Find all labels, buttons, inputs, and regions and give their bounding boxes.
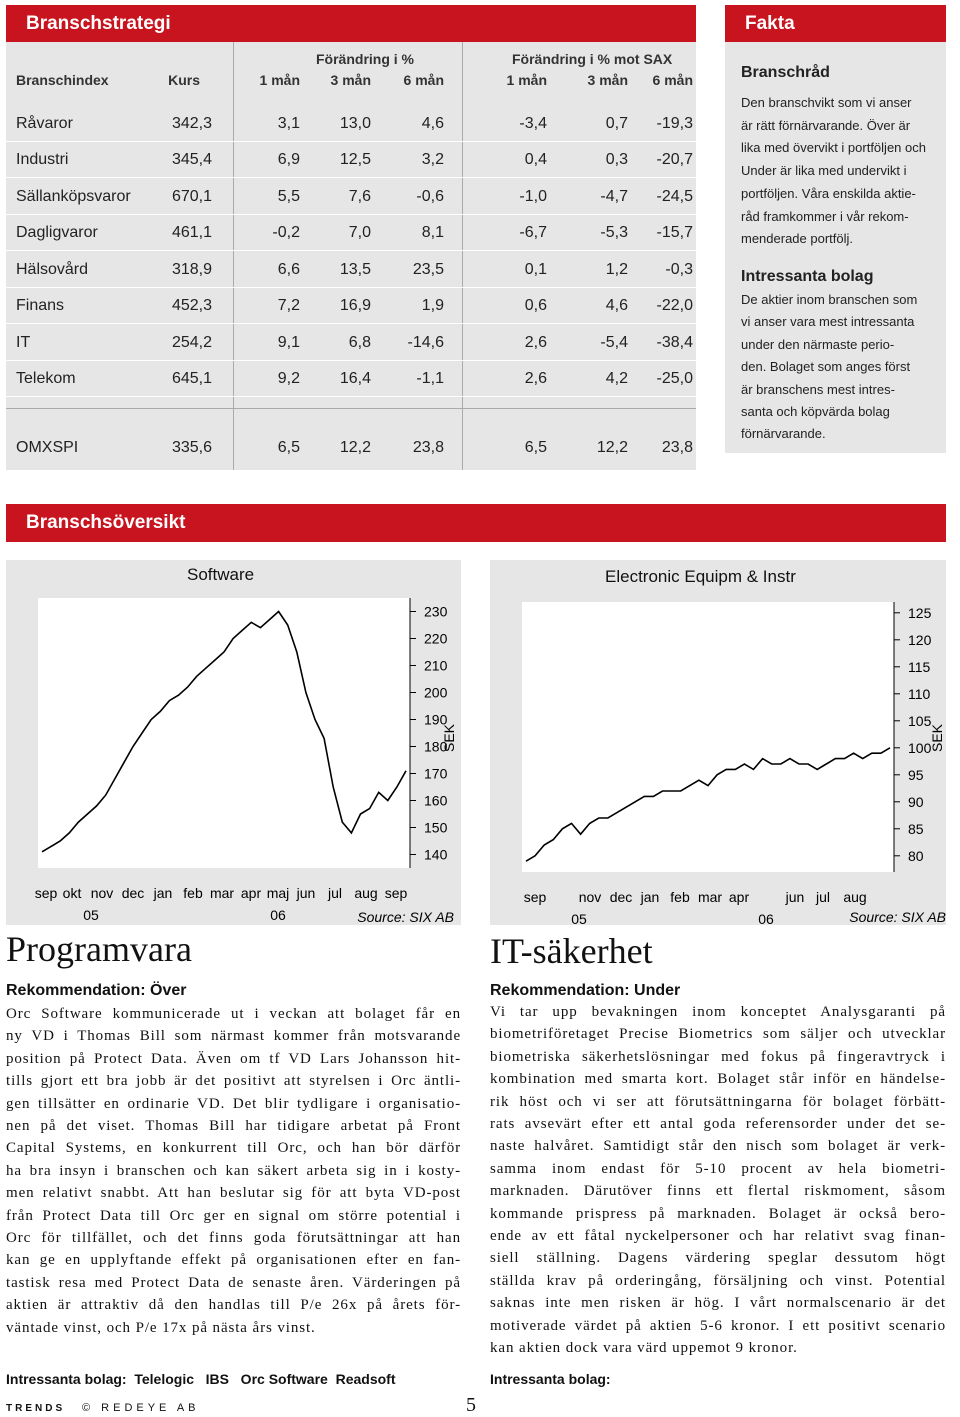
table-cell: 452,3 [171, 297, 212, 314]
x-tick-label: maj [266, 885, 290, 901]
table-cell: -0,2 [272, 224, 300, 241]
row-label: Telekom [16, 370, 76, 387]
group-header-change-sax: Förändring i % mot SAX [512, 51, 673, 67]
x-tick-label: nov [90, 885, 114, 901]
column-header: 6 mån [652, 72, 693, 88]
row-label: Dagligvaror [16, 224, 98, 241]
article-text-line: saknas inte men risken är hög. I vårt normalscenario är det [490, 1295, 946, 1312]
x-tick-label: feb [183, 885, 203, 901]
table-cell: 0,7 [605, 115, 628, 132]
y-tick-label: 110 [908, 685, 931, 702]
y-tick-label: 95 [908, 766, 924, 783]
article-text-line: rats avsevärt efter ett antal goda referensorder under det se- [490, 1116, 946, 1132]
facta-text-line: råd framkommer i vår rekom- [741, 208, 909, 224]
y-tick-label: 80 [908, 847, 924, 864]
column-header: 1 mån [259, 72, 300, 88]
x-tick-label: feb [670, 889, 690, 905]
row-separator [6, 177, 696, 178]
article-text-line: aktien är attraktiv då den handlas till P/e 26x på årets för- [6, 1297, 461, 1314]
y-tick-label: 100 [908, 739, 932, 756]
table-cell: 23,8 [412, 439, 444, 456]
x-tick-label: apr [728, 889, 750, 905]
table-cell: 6,5 [277, 439, 300, 456]
table-cell: -14,6 [407, 334, 444, 351]
article-text-line: kombination med smarta kort. Bolaget står inför en händelse- [490, 1071, 946, 1088]
article-text-line: siell ställning. Dagens värdering speglar dessutom högt [490, 1250, 946, 1267]
x-tick-label: jul [327, 885, 343, 901]
row-separator [6, 250, 696, 251]
table-cell: 645,1 [171, 370, 212, 387]
row-label: IT [16, 334, 31, 351]
chart-electronic-title: Electronic Equipm & Instr [605, 567, 796, 586]
y-tick-label: 125 [908, 604, 932, 621]
source-electronic: Source: SIX AB [849, 909, 946, 925]
row-label: Finans [16, 297, 65, 314]
x-tick-label: sep [34, 885, 58, 901]
x-tick-label: jan [153, 885, 173, 901]
x-tick-label: mar [209, 885, 235, 901]
table-cell: 4,6 [605, 297, 628, 314]
source-software: Source: SIX AB [357, 909, 454, 925]
x-tick-label: sep [384, 885, 408, 901]
table-cell: 13,5 [339, 261, 371, 278]
row-label: Sällanköpsvaror [16, 188, 131, 205]
x-tick-label: okt [62, 885, 82, 901]
y-tick-label: 105 [908, 712, 932, 729]
table-cell: -5,4 [600, 334, 628, 351]
table-cell: 670,1 [171, 188, 212, 205]
table-cell: 6,8 [348, 334, 371, 351]
table-cell: -1,0 [519, 188, 547, 205]
x-tick-label: jan [640, 889, 660, 905]
article-text-line: ende av ett fåtal nyckelpersoner och har relativt svag finan- [490, 1228, 946, 1244]
table-cell: 16,4 [339, 370, 371, 387]
y-tick-label: 150 [424, 819, 448, 836]
article-text-line: ställda krav på orderingång, försäljning och vinst. Potential [490, 1272, 946, 1289]
table-cell: -0,6 [416, 188, 444, 205]
y-tick-label: 200 [424, 684, 448, 701]
footer-brand: TRENDS [6, 1403, 66, 1414]
row-separator [6, 287, 696, 288]
table-cell: -15,7 [656, 224, 693, 241]
x-year-label: 05 [83, 907, 99, 923]
facta-text-line: förnärvarande. [741, 426, 826, 442]
column-header: 6 mån [403, 72, 444, 88]
y-tick-label: 170 [424, 765, 448, 782]
facta-text-line: är rätt förnärvarande. Över är [741, 117, 911, 133]
table-cell: 335,6 [171, 439, 212, 456]
article-text-line: Orc för tillfället, och det finns goda förutsättningar att han [6, 1230, 461, 1246]
table-cell: 254,2 [171, 334, 212, 351]
y-tick-label: 120 [908, 631, 932, 648]
table-cell: 8,1 [421, 224, 444, 241]
table-cell: 2,6 [524, 334, 547, 351]
facta-text-line: under den närmaste perio- [741, 336, 895, 352]
x-tick-label: jul [815, 889, 831, 905]
table-cell: 7,6 [348, 188, 371, 205]
table-cell: -24,5 [656, 188, 693, 205]
table-cell: 0,3 [605, 151, 628, 168]
column-header: 1 mån [506, 72, 547, 88]
y-tick-label: 180 [424, 738, 448, 755]
facta-text-line: är branschens mest intres- [741, 381, 895, 397]
table-cell: 345,4 [171, 151, 212, 168]
table-cell: 318,9 [171, 261, 212, 278]
column-header: 3 mån [330, 72, 371, 88]
x-year-label: 06 [758, 911, 774, 925]
table-cell: -20,7 [656, 151, 693, 168]
facta-text-line: De aktier inom branschen som [741, 292, 918, 307]
row-separator [6, 214, 696, 215]
y-tick-label: 85 [908, 820, 924, 837]
table-cell: -3,4 [519, 115, 547, 132]
article-text-line: motiverade värdet på aktien 5-6 kronor. I ett positivt scenario [490, 1317, 946, 1334]
row-label: Råvaror [16, 115, 73, 132]
table-cell: 4,6 [421, 115, 444, 132]
y-tick-label: 210 [424, 657, 448, 674]
facta-text-line: menderade portfölj. [741, 231, 854, 247]
facta-heading-intressanta: Intressanta bolag [741, 268, 874, 285]
table-cell: 3,2 [421, 151, 444, 168]
table-cell: 0,6 [524, 297, 547, 314]
table-cell: 1,2 [605, 261, 628, 278]
strategy-table [6, 42, 696, 470]
left-article-title: Programvara [6, 929, 192, 969]
article-text-line: Capital Systems, en konkurrent till Orc, och han bör därför [6, 1140, 461, 1157]
article-text-line: men relativt snabbt. Att han beslutar sig för att byta VD-post [6, 1185, 461, 1202]
x-tick-label: dec [609, 889, 633, 905]
y-tick-label: 160 [424, 792, 448, 809]
article-text-line: nen på det viset. Thomas Bill har tidigare arbetat på Front [6, 1118, 461, 1134]
article-text-line: tills gjort ett bra jobb är det positivt att styrelsen i Orc äntli- [6, 1073, 461, 1090]
y-tick-label: 220 [424, 630, 448, 647]
facta-text-line: lika med övervikt i portföljen och [741, 140, 926, 156]
x-tick-label: mar [697, 889, 723, 905]
article-text-line: gen tillsätter en ordinarie VD. Det blir tydligare i organisatio- [6, 1095, 461, 1112]
table-cell: 6,5 [524, 439, 547, 456]
chart-software [6, 560, 461, 925]
table-divider [462, 42, 463, 470]
strategy-title: Branschstrategi [26, 12, 171, 34]
row-separator [6, 141, 696, 142]
group-header-change: Förändring i % [316, 51, 414, 67]
facta-text-line: vi anser vara mest intressanta [741, 314, 915, 330]
table-cell: -19,3 [656, 115, 693, 132]
table-cell: 1,9 [421, 297, 444, 314]
column-header: Kurs [168, 72, 200, 88]
table-divider [233, 42, 234, 470]
table-divider [6, 408, 696, 409]
article-text-line: tastisk resa med Protect Data de senaste åren. Värderingen på [6, 1274, 461, 1291]
facta-header [725, 5, 946, 42]
x-tick-label: nov [578, 889, 602, 905]
row-separator [6, 396, 696, 397]
article-text-line: naste halvåret. Samtidigt står den nisch som bolaget är verk- [490, 1138, 946, 1155]
facta-heading-branschrad: Branschråd [741, 64, 830, 81]
x-year-label: 06 [270, 907, 286, 923]
y-tick-label: 140 [424, 846, 448, 863]
overview-title: Branschsöversikt [26, 512, 186, 533]
table-cell: 3,1 [277, 115, 300, 132]
article-text-line: Orc Software kommunicerade ut i veckan att bolaget får en [6, 1006, 461, 1022]
row-separator [6, 360, 696, 361]
right-interesting-companies: Intressanta bolag: [490, 1371, 611, 1387]
x-tick-label: aug [843, 889, 867, 905]
table-cell: -38,4 [656, 334, 693, 351]
article-text-line: ny VD i Thomas Bill som närmast kommer från motsvarande [6, 1028, 461, 1045]
article-text-line: Vi tar upp bevakningen inom konceptet Analysgaranti på [490, 1004, 946, 1020]
right-article-title: IT-säkerhet [490, 931, 653, 971]
article-text-line: biometriföretaget Precise Biometrics som säljer och utvecklar [490, 1026, 946, 1043]
x-tick-label: dec [121, 885, 145, 901]
table-cell: 23,8 [661, 439, 693, 456]
page-number: 5 [466, 1394, 476, 1416]
y-tick-label: 230 [424, 603, 448, 620]
table-cell: 12,5 [339, 151, 371, 168]
x-tick-label: apr [240, 885, 262, 901]
table-cell: 461,1 [171, 224, 212, 241]
table-cell: 5,5 [277, 188, 300, 205]
table-cell: 6,9 [277, 151, 300, 168]
article-text-line: samma inom endast för 5-10 procent av hela biometri- [490, 1160, 946, 1177]
table-cell: -22,0 [656, 297, 693, 314]
table-cell: -4,7 [600, 188, 628, 205]
ylabel-electronic: SEK [929, 723, 945, 753]
table-cell: -6,7 [519, 224, 547, 241]
table-cell: 9,1 [277, 334, 300, 351]
table-cell: 2,6 [524, 370, 547, 387]
table-cell: 342,3 [171, 115, 212, 132]
row-label: OMXSPI [16, 439, 79, 456]
facta-text-line: portföljen. Våra enskilda aktie- [741, 185, 916, 201]
x-tick-label: jun [785, 889, 805, 905]
x-tick-label: jun [296, 885, 316, 901]
table-cell: 0,1 [524, 261, 547, 278]
column-header: Branschindex [16, 72, 109, 88]
row-label: Industri [16, 151, 69, 168]
article-text-line: kommande prispress på marknaden. Bolaget är också bero- [490, 1205, 946, 1222]
article-text-line: från Protect Data till Orc ger en signal om större potential i [6, 1207, 461, 1224]
footer-copyright: © REDEYE AB [82, 1402, 200, 1414]
article-text-line: rik höst och vi ser att förutsättningarna för bolaget förbätt- [490, 1093, 946, 1110]
x-year-label: 05 [571, 911, 587, 925]
table-cell: 0,4 [524, 151, 547, 168]
article-text-line: marknaden. Därutöver finns ett flertal riskmoment, såsom [490, 1183, 946, 1200]
strategy-header [6, 5, 696, 42]
table-cell: 7,0 [348, 224, 371, 241]
table-cell: 4,2 [605, 370, 628, 387]
facta-text-line: santa och köpvärda bolag [741, 404, 890, 419]
facta-text-line: den. Bolaget som anges först [741, 359, 911, 375]
y-tick-label: 90 [908, 793, 924, 810]
facta-text-line: Den branschvikt som vi anser [741, 95, 912, 110]
table-cell: 6,6 [277, 261, 300, 278]
article-text-line: kan aktien dock vara värd uppemot 9 kronor. [490, 1340, 798, 1356]
table-cell: 13,0 [339, 115, 371, 132]
left-interesting-companies: Intressanta bolag: Telelogic IBS Orc Software Readsoft [6, 1371, 396, 1387]
y-tick-label: 115 [908, 658, 931, 675]
row-separator [6, 323, 696, 324]
row-label: Hälsovård [16, 261, 89, 278]
table-cell: 16,9 [339, 297, 371, 314]
article-text-line: position på Protect Data. Även om tf VD Lars Johansson hit- [6, 1050, 461, 1067]
article-text-line: väntade vinst, och P/e 17x på nästa års vinst. [6, 1319, 316, 1336]
table-cell: -25,0 [656, 370, 693, 387]
table-cell: -5,3 [600, 224, 628, 241]
table-cell: 12,2 [339, 439, 371, 456]
overview-header [6, 504, 946, 542]
table-cell: -1,1 [416, 370, 444, 387]
table-cell: 7,2 [277, 297, 300, 314]
chart-electronic [490, 560, 946, 925]
table-cell: 23,5 [412, 261, 444, 278]
table-cell: 12,2 [596, 439, 628, 456]
x-tick-label: aug [354, 885, 378, 901]
right-article-recommendation: Rekommendation: Under [490, 982, 681, 999]
table-cell: 9,2 [277, 370, 300, 387]
article-text-line: ha bra insyn i branschen och kan säkert arbeta sig in i kosty- [6, 1162, 461, 1179]
y-tick-label: 190 [424, 711, 448, 728]
article-text-line: kan ge en upplyftande effekt på organisationen efter en fan- [6, 1252, 461, 1269]
left-article-recommendation: Rekommendation: Över [6, 982, 187, 999]
article-text-line: biometriska säkerhetslösningar med fokus på fingeravtryck i [490, 1048, 946, 1065]
ylabel-software: SEK [441, 723, 457, 753]
chart-software-title: Software [187, 565, 255, 584]
column-header: 3 mån [587, 72, 628, 88]
facta-text-line: Under är lika med undervikt i [741, 163, 907, 179]
table-cell: -0,3 [665, 261, 693, 278]
facta-title: Fakta [745, 12, 795, 34]
x-tick-label: sep [523, 889, 547, 905]
